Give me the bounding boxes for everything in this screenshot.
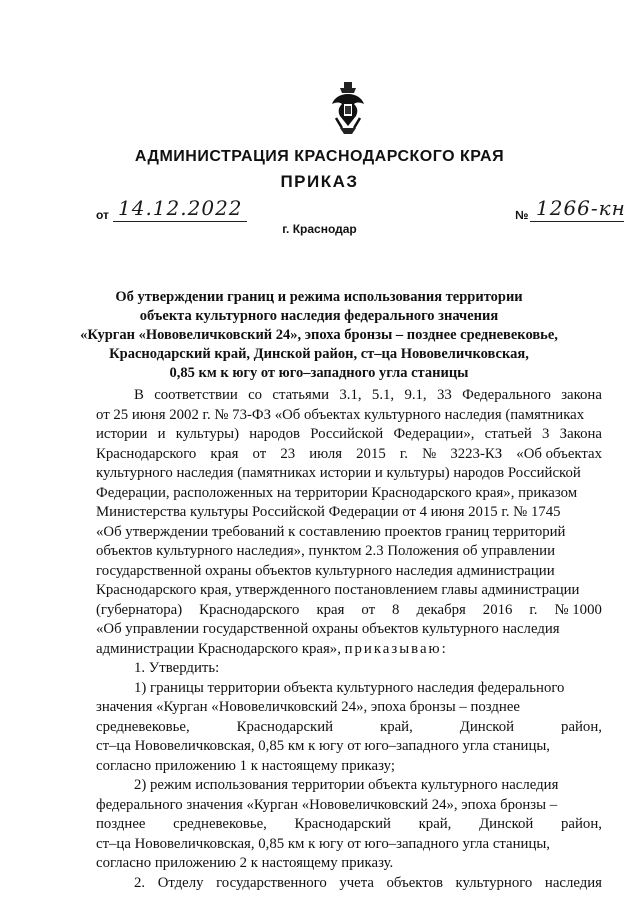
body-word: статьями [272,387,330,403]
body-word: Краснодарский [236,718,334,735]
body-word: № 1000 [554,601,602,618]
body-word: соответствии [154,387,238,403]
body-line: 1) границы территории объекта культурного наследия федерального [134,679,565,696]
body-word: 8 [392,601,400,618]
body-word: Закона [559,426,602,442]
body-word: г. [399,445,408,462]
subject-line: объекта культурного наследия федерального значения [139,308,499,324]
body-word: Отделу [157,874,204,891]
coat-of-arms-emblem [330,82,366,136]
body-word: Российской [310,426,384,442]
body-word: учета [339,874,374,891]
body-word: государственного [216,874,327,891]
body-word: Краснодарского [199,601,300,618]
body-word: г. [529,601,538,618]
body-line: 2) режим использования территории объекта культурного наследия [134,777,559,793]
body-word: Динской [459,718,515,735]
body-word: декабря [416,601,466,618]
body-word: от [361,601,376,618]
subject-line: 0,85 км к югу от юго–западного угла станицы [169,365,469,381]
body-word: 3 [542,426,550,442]
body-word: средневековье, [173,816,267,832]
body-line: от 25 июня 2002 г. № 73-ФЗ «Об объектах культурного наследия (памятниках [96,406,585,423]
body-word: 5.1, [371,387,395,403]
body-line [96,601,602,621]
handwritten-date: 14.12.2022 [118,196,243,220]
body-line [96,445,602,465]
body-word: наследия [544,874,602,891]
body-line [96,386,602,406]
body-word: статьей [484,426,532,442]
body-word: Краснодарский [294,816,391,832]
body-word: В [134,387,144,403]
body-word: 2015 [356,445,386,462]
body-line: объектов культурного наследия», пунктом 2.3 Положения об управлении [96,543,555,559]
body-word: край, [380,718,413,735]
subject-line: Об утверждении границ и режима использования территории [115,289,523,305]
body-word: народов [249,426,301,442]
subject-heading [80,288,558,383]
body-line: Министерства культуры Российской Федерации от 4 июня 2015 г. № 1745 [96,504,561,520]
order-word: приказываю: [344,640,448,657]
body-line: культурного наследия (памятниках истории и культуры) народов Российской [96,465,581,481]
subject-line: Краснодарский край, Динской район, ст–ца Нововеличковская, [109,346,529,362]
body-word: Динской [479,816,534,832]
body-line: «Об утверждении требований к составлению проектов границ территорий [96,523,566,540]
body-line: значения «Курган «Нововеличковский 24», эпоха бронзы – позднее [96,699,520,715]
body-word: 33 [436,387,452,403]
body-word: край, [418,816,452,832]
document-body [96,386,602,893]
body-word: 3.1, [339,387,362,403]
body-line: Федерации, расположенных на территории Краснодарского края», приказом [96,484,578,501]
body-word: и [157,426,166,442]
document-type: ПРИКАЗ [280,172,359,191]
number-label: № [515,208,529,222]
body-line: ст–ца Нововеличковская, 0,85 км к югу от юго–западного угла станицы, [96,835,551,852]
body-word: июля [309,445,343,462]
body-word: 2016 [482,601,513,618]
body-line: ст–ца Нововеличковская, 0,85 км к югу от юго–западного угла станицы, [96,738,551,754]
body-line: согласно приложению 1 к настоящему приказу; [96,757,395,774]
subject-line: «Курган «Нововеличковский 24», эпоха бронзы – позднее средневековье, [80,327,558,343]
body-word: культуры) [175,426,240,442]
body-word: район, [561,718,602,735]
body-word: средневековье, [96,718,190,735]
body-word: истории [96,426,148,442]
body-word: закона [561,387,602,403]
body-line: 1. Утвердить: [134,660,220,676]
body-line: «Об управлении государственной охраны объектов культурного наследия [96,621,560,637]
handwritten-number: 1266-кн [536,196,626,220]
city-label: г. Краснодар [282,222,357,236]
body-line: Краснодарского края, утвержденного постановлением главы администрации [96,582,580,598]
body-word: район, [561,816,602,832]
body-word: «Об объектах [516,445,602,462]
body-line: государственной охраны объектов культурного наследия администрации [96,562,555,579]
body-word: от [252,445,267,462]
body-word: со [248,387,263,403]
body-word: Краснодарского [96,445,197,462]
organization-title: АДМИНИСТРАЦИЯ КРАСНОДАРСКОГО КРАЯ [134,148,505,165]
body-word: 9.1, [404,387,427,403]
body-word: края [316,601,345,618]
body-line [96,874,602,894]
body-word: позднее [96,816,146,832]
body-line [96,425,602,445]
body-line [96,815,602,835]
body-line: согласно приложению 2 к настоящему приказу. [96,855,394,871]
body-text: администрации Краснодарского края», [96,640,341,657]
body-word: края [210,445,239,462]
body-line: федерального значения «Курган «Нововеличковский 24», эпоха бронзы – [96,796,558,813]
body-word: культурного [455,874,533,891]
body-line [96,718,602,738]
body-line [96,640,602,660]
body-word: (губернатора) [96,601,183,618]
body-word: 3223-КЗ [450,445,503,462]
body-word: № [422,445,437,462]
body-word: 2. [134,874,146,891]
body-word: объектов [386,874,443,891]
body-word: 23 [280,445,296,462]
body-word: Федерации», [393,426,475,442]
date-label: от [96,208,109,222]
body-word: Федерального [462,387,551,403]
